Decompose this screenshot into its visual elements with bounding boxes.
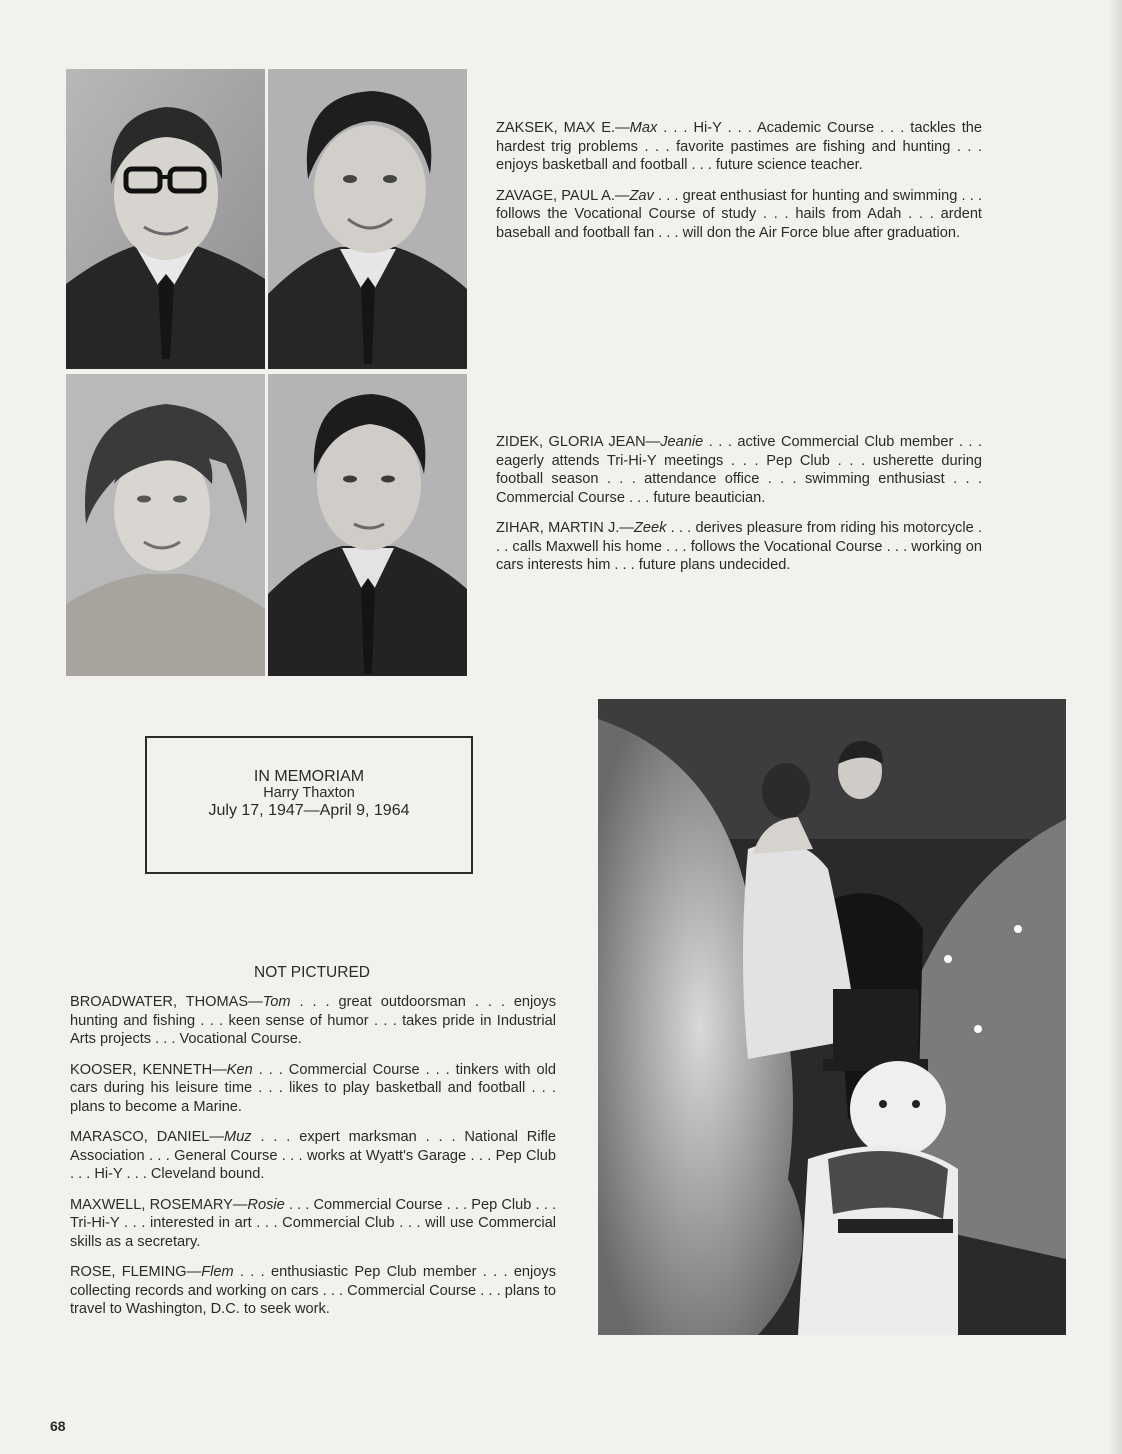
bio-zihar: ZIHAR, MARTIN J.—Zeek . . . derives pleasure from riding his motorcycle . . . calls Maxwell his home . . . follows the Vocational Course . . . working on cars interests him . . . future plans undecided. [496,520,982,573]
not-pictured-list [70,993,556,1331]
not-pictured-entry: KOOSER, KENNETH—Ken . . . Commercial Course . . . tinkers with old cars during his leisure time . . . likes to play basketball and football . . . plans to become a Marine. [70,1061,556,1115]
bio-zidek: ZIDEK, GLORIA JEAN—Jeanie . . . active Commercial Club member . . . eagerly attends Tri-Hi-Y meetings . . . Pep Club . . . usherette during football season . . . attendance office . . . swimming enthusiast . . . Commercial Course . . . future beautician. [496,434,982,506]
portrait-zavage [268,69,467,369]
portrait-zidek [66,374,265,676]
memoriam-dates: July 17, 1947—April 9, 1964 [208,802,410,819]
memoriam-box [145,736,473,874]
not-pictured-title: NOT PICTURED [254,964,370,981]
memoriam-heading: IN MEMORIAM [253,768,365,785]
portrait-zaksek [66,69,265,369]
not-pictured-entry: MAXWELL, ROSEMARY—Rosie . . . Commercial Course . . . Pep Club . . . Tri-Hi-Y . . . interested in art . . . Commercial Club . . . will use Commercial skills as a secretary. [70,1196,556,1250]
not-pictured-entry: ROSE, FLEMING—Flem . . . enthusiastic Pep Club member . . . enjoys collecting records and working on cars . . . Commercial Course . . . plans to travel to Washington, D.C. to seek work. [70,1264,557,1317]
not-pictured-entry: MARASCO, DANIEL—Muz . . . expert marksman . . . National Rifle Association . . . General Course . . . works at Wyatt's Garage . . . Pep Club . . . Hi-Y . . . Cleveland bound. [70,1129,556,1182]
bio-group-bottom [496,433,982,587]
bio-zaksek: ZAKSEK, MAX E.—Max . . . Hi-Y . . . Academic Course . . . tackles the hardest trig problems . . . favorite pastimes are fishing and hunting . . . enjoys basketball and football . . . future science teacher. [496,120,982,173]
not-pictured-entry: BROADWATER, THOMAS—Tom . . . great outdoorsman . . . enjoys hunting and fishing . . . keen sense of humor . . . takes pride in Industrial Arts projects . . . Vocational Course. [70,994,557,1047]
memoriam-name: Harry Thaxton [263,785,355,801]
portrait-zihar [268,374,467,676]
bio-zavage: ZAVAGE, PAUL A.—Zav . . . great enthusiast for hunting and swimming . . . follows the Vocational Course of study . . . hails from Adah . . . ardent baseball and football fan . . . will don the Air Force blue after graduation. [496,187,982,241]
page-edge-shadow [1108,0,1122,1454]
page-number: 68 [50,1418,66,1434]
bio-group-top [496,119,982,254]
dance-photo [598,699,1066,1335]
